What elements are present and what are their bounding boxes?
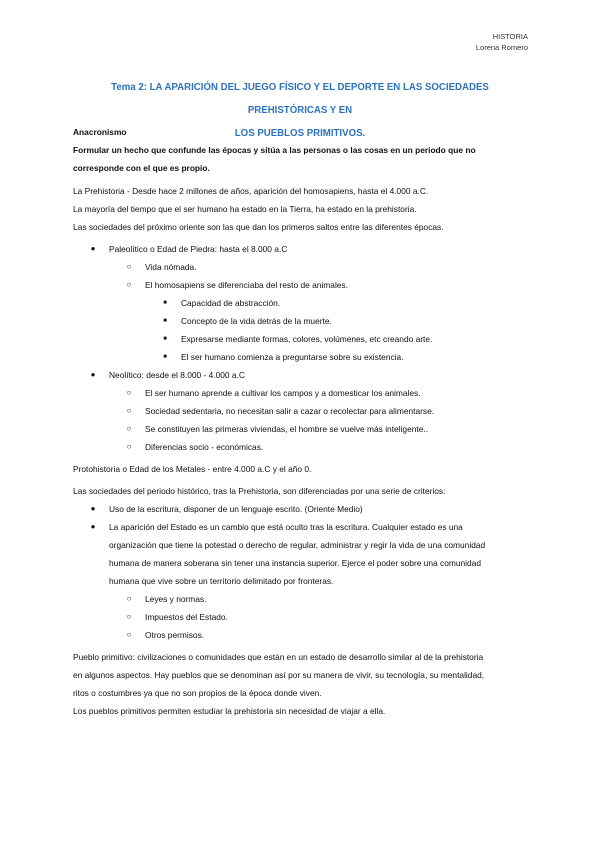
list-item [73,384,530,402]
bullet-disc-icon: ● [90,370,96,379]
list-item [73,294,530,312]
anacronismo-definition-line-2: corresponde con el que es propio. [73,163,210,173]
bullet-circle-icon: ○ [126,262,132,271]
paleolitico-list [73,240,530,456]
list-item-estado [73,518,530,590]
list-item-text: El ser humano aprende a cultivar los campos y a domesticar los animales. [145,388,421,398]
list-item-text: Leyes y normas. [145,594,207,604]
list-item-text: Se constituyen las primeras viviendas, el hombre se vuelve más inteligente.. [145,424,429,434]
page-header [476,31,528,53]
list-item [73,258,530,276]
list-item [73,348,530,366]
list-item [73,402,530,420]
bullet-circle-icon: ○ [126,388,132,397]
list-item-paleolitico [73,240,530,258]
list-item [73,626,530,644]
list-item [73,438,530,456]
list-item-text: Otros permisos. [145,630,205,640]
list-item-text: Paleolítico o Edad de Piedra: hasta el 8.000 a.C [109,244,288,254]
bullet-square-icon: ■ [163,300,167,306]
estado-line-4: humana que vive sobre un territorio delimitado por fronteras. [109,576,334,586]
list-item-text: Impuestos del Estado. [145,612,228,622]
list-item [73,420,530,438]
estado-line-1: La aparición del Estado es un cambio que está oculto tras la escritura. Cualquier estado es una [109,522,463,532]
bullet-disc-icon: ● [90,522,96,531]
list-item-text: Concepto de la vida detrás de la muerte. [181,316,332,326]
bullet-square-icon: ■ [163,354,167,360]
pueblo-primitivo-line-3: ritos o costumbres ya que no son propios de la época donde viven. [73,688,322,698]
list-item [73,590,530,608]
bullet-square-icon: ■ [163,336,167,342]
list-item [73,330,530,348]
anacronismo-heading: Anacronismo [73,127,127,137]
list-item [73,312,530,330]
list-item-text: Uso de la escritura, disponer de un lenguaje escrito. (Oriente Medio) [109,504,363,514]
header-author: Lorena Romero [475,43,528,52]
list-item-text: Expresarse mediante formas, colores, volúmenes, etc creando arte. [181,334,433,344]
list-item-neolitico [73,366,530,384]
bullet-disc-icon: ● [90,504,96,513]
list-item-text: Capacidad de abstracción. [181,298,281,308]
list-item-text: El homosapiens se diferenciaba del resto de animales. [145,280,348,290]
estado-line-3: humana de manera soberana sin tener una instancia superior. Ejerce el poder sobre una comunidad [109,558,481,568]
list-item-text: El ser humano comienza a preguntarse sobre su existencia. [181,352,404,362]
bullet-square-icon: ■ [163,318,167,324]
list-item-text: Sociedad sedentaria, no necesitan salir a cazar o recolectar para alimentarse. [145,406,435,416]
bullet-disc-icon: ● [90,244,96,253]
list-item-text: Vida nómada. [145,262,197,272]
pueblo-primitivo-line-1: Pueblo primitivo: civilizaciones o comunidades que están en un estado de desarrollo similar al de la prehistoria [73,652,484,662]
list-item [73,276,530,294]
bullet-circle-icon: ○ [126,630,132,639]
bullet-circle-icon: ○ [126,594,132,603]
list-item-text: Diferencias socio - económicas. [145,442,264,452]
title-line-1: Tema 2: LA APARICIÓN DEL JUEGO FÍSICO Y EL DEPORTE EN LAS SOCIEDADES PREHISTÓRICAS Y EN [111,81,489,116]
list-item-escritura [73,500,530,518]
title-line-2: LOS PUEBLOS PRIMITIVOS. [234,127,366,139]
bullet-circle-icon: ○ [126,280,132,289]
pueblo-primitivo-line-2: en algunos aspectos. Hay pueblos que se denominan así por su manera de vivir, su tecnología, su mentalidad, [73,670,485,680]
historico-intro: Las sociedades del periodo histórico, tras la Prehistoria, son diferenciadas por una serie de criterios: [73,486,446,496]
list-item-text: Neolítico: desde el 8.000 - 4.000 a.C [109,370,245,380]
prehistoria-paragraph-3: Las sociedades del próximo oriente son las que dan los primeros saltos entre las diferentes épocas. [73,222,444,232]
prehistoria-paragraph-1: La Prehistoria - Desde hace 2 millones de años, aparición del homosapiens, hasta el 4.000 a.C. [73,186,429,196]
header-subject: HISTORIA [492,32,528,41]
bullet-circle-icon: ○ [126,406,132,415]
estado-line-2: organización que tiene la potestad o derecho de regular, administrar y regir la vida de una comunidad [109,540,486,550]
pueblo-primitivo-closing: Los pueblos primitivos permiten estudiar la prehistoria sin necesidad de viajar a ella. [73,706,386,716]
protohistoria-paragraph: Protohistoria o Edad de los Metales - entre 4.000 a.C y el año 0. [73,464,312,474]
prehistoria-paragraph-2: La mayoría del tiempo que el ser humano ha estado en la Tierra, ha estado en la prehistoria. [73,204,417,214]
bullet-circle-icon: ○ [126,424,132,433]
bullet-circle-icon: ○ [126,442,132,451]
bullet-circle-icon: ○ [126,612,132,621]
historico-list [73,500,530,644]
anacronismo-definition-line-1: Formular un hecho que confunde las épocas y sitúa a las personas o las cosas en un periodo que no [73,145,476,155]
list-item [73,608,530,626]
document-body [73,123,530,720]
